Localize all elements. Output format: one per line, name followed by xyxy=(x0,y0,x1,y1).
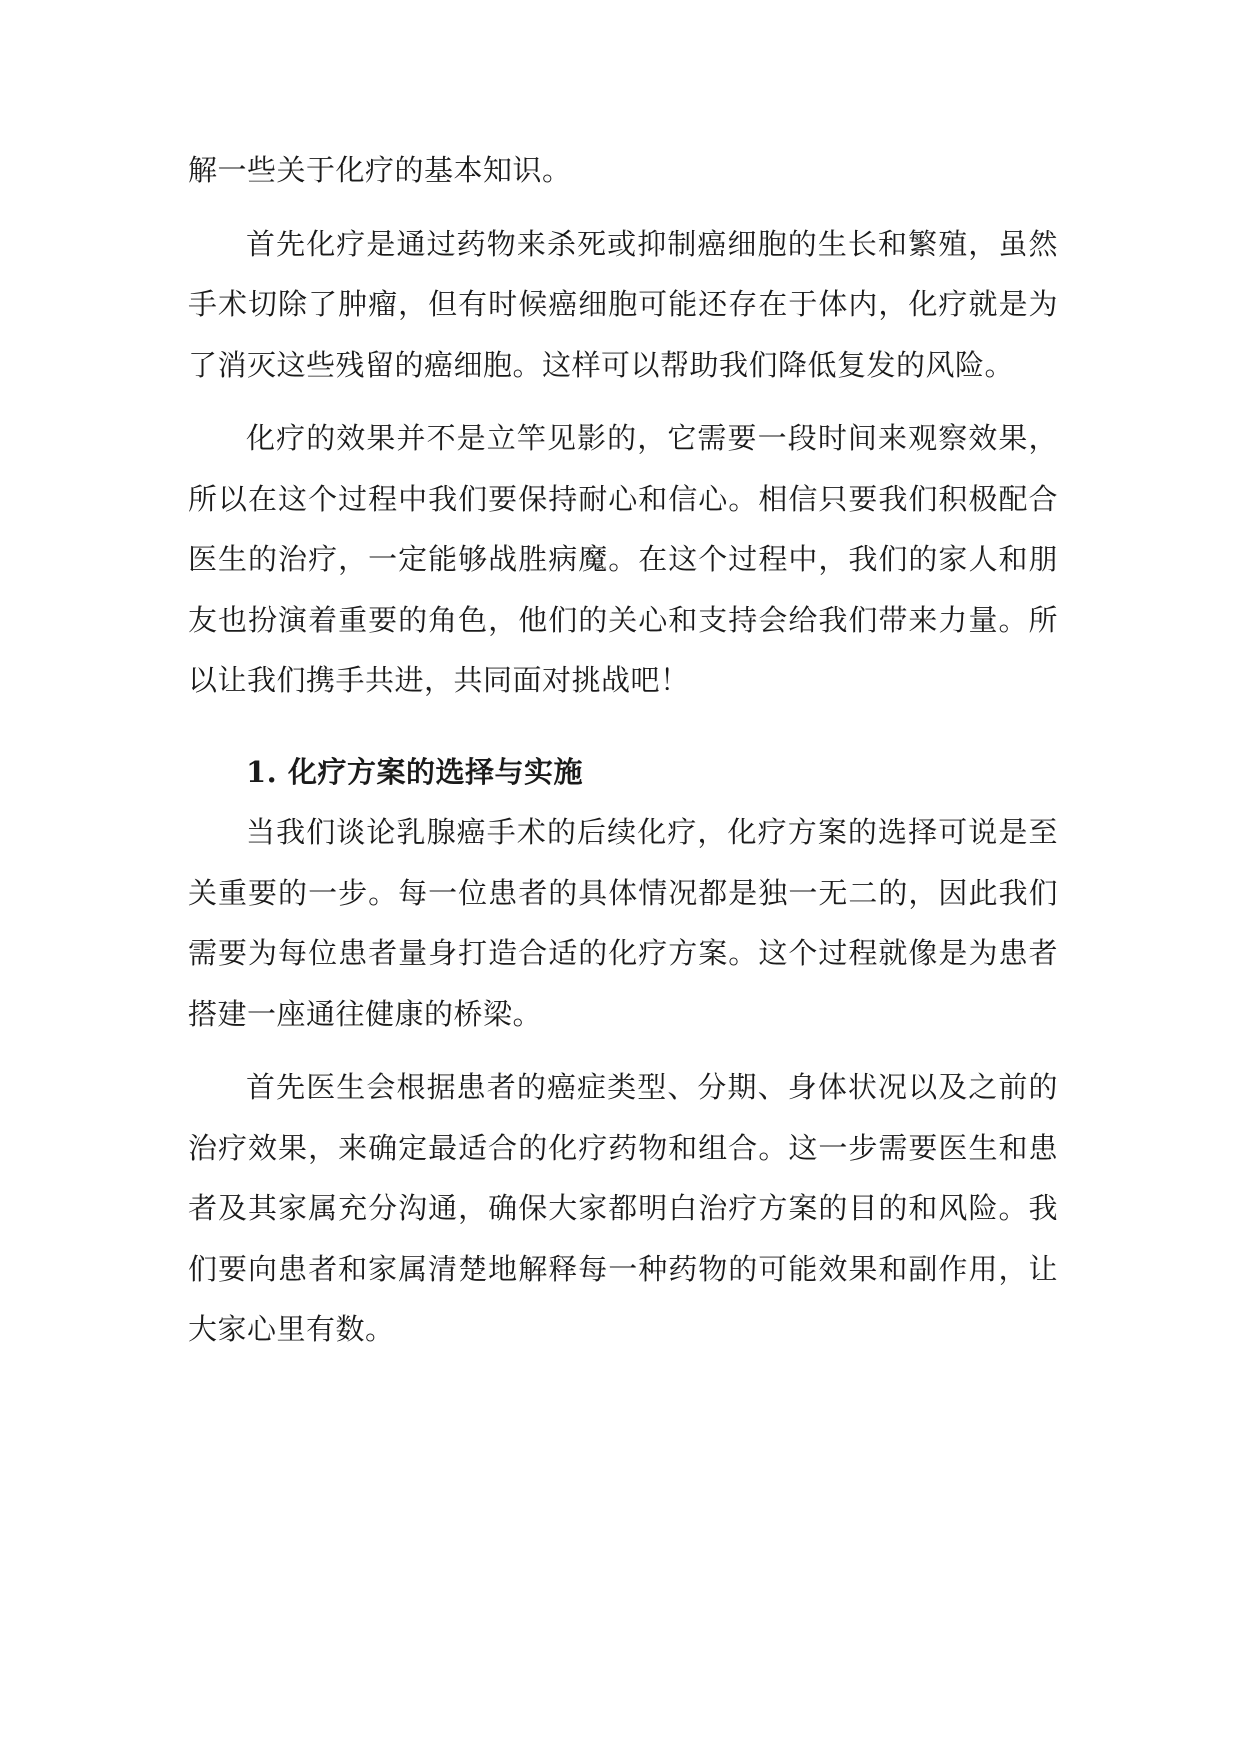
paragraph-doctor-assessment: 首先医生会根据患者的癌症类型、分期、身体状况以及之前的治疗效果，来确定最适合的化疗药物和组合。这一步需要医生和患者及其家属充分沟通，确保大家都明白治疗方案的目的和风险。我们要向患者和家属清楚地解释每一种药物的可能效果和副作用，让大家心里有数。 xyxy=(188,1070,1058,1346)
section-number: 1. xyxy=(246,754,278,789)
paragraph-continuation: 解一些关于化疗的基本知识。 xyxy=(188,153,572,187)
section-heading xyxy=(188,742,1058,803)
section-spacer xyxy=(188,711,1058,742)
document-body xyxy=(188,140,1058,1360)
section-title: 化疗方案的选择与实施 xyxy=(288,754,584,789)
paragraph-chemo-effect: 化疗的效果并不是立竿见影的，它需要一段时间来观察效果，所以在这个过程中我们要保持耐心和信心。相信只要我们积极配合医生的治疗，一定能够战胜病魔。在这个过程中，我们的家人和朋友也扮演着重要的角色，他们的关心和支持会给我们带来力量。所以让我们携手共进，共同面对挑战吧！ xyxy=(188,421,1058,697)
paragraph-chemo-purpose: 首先化疗是通过药物来杀死或抑制癌细胞的生长和繁殖，虽然手术切除了肿瘤，但有时候癌细胞可能还存在于体内，化疗就是为了消灭这些残留的癌细胞。这样可以帮助我们降低复发的风险。 xyxy=(188,226,1058,382)
paragraph-plan-selection: 当我们谈论乳腺癌手术的后续化疗，化疗方案的选择可说是至关重要的一步。每一位患者的具体情况都是独一无二的，因此我们需要为每位患者量身打造合适的化疗方案。这个过程就像是为患者搭建一座通往健康的桥梁。 xyxy=(188,815,1058,1031)
